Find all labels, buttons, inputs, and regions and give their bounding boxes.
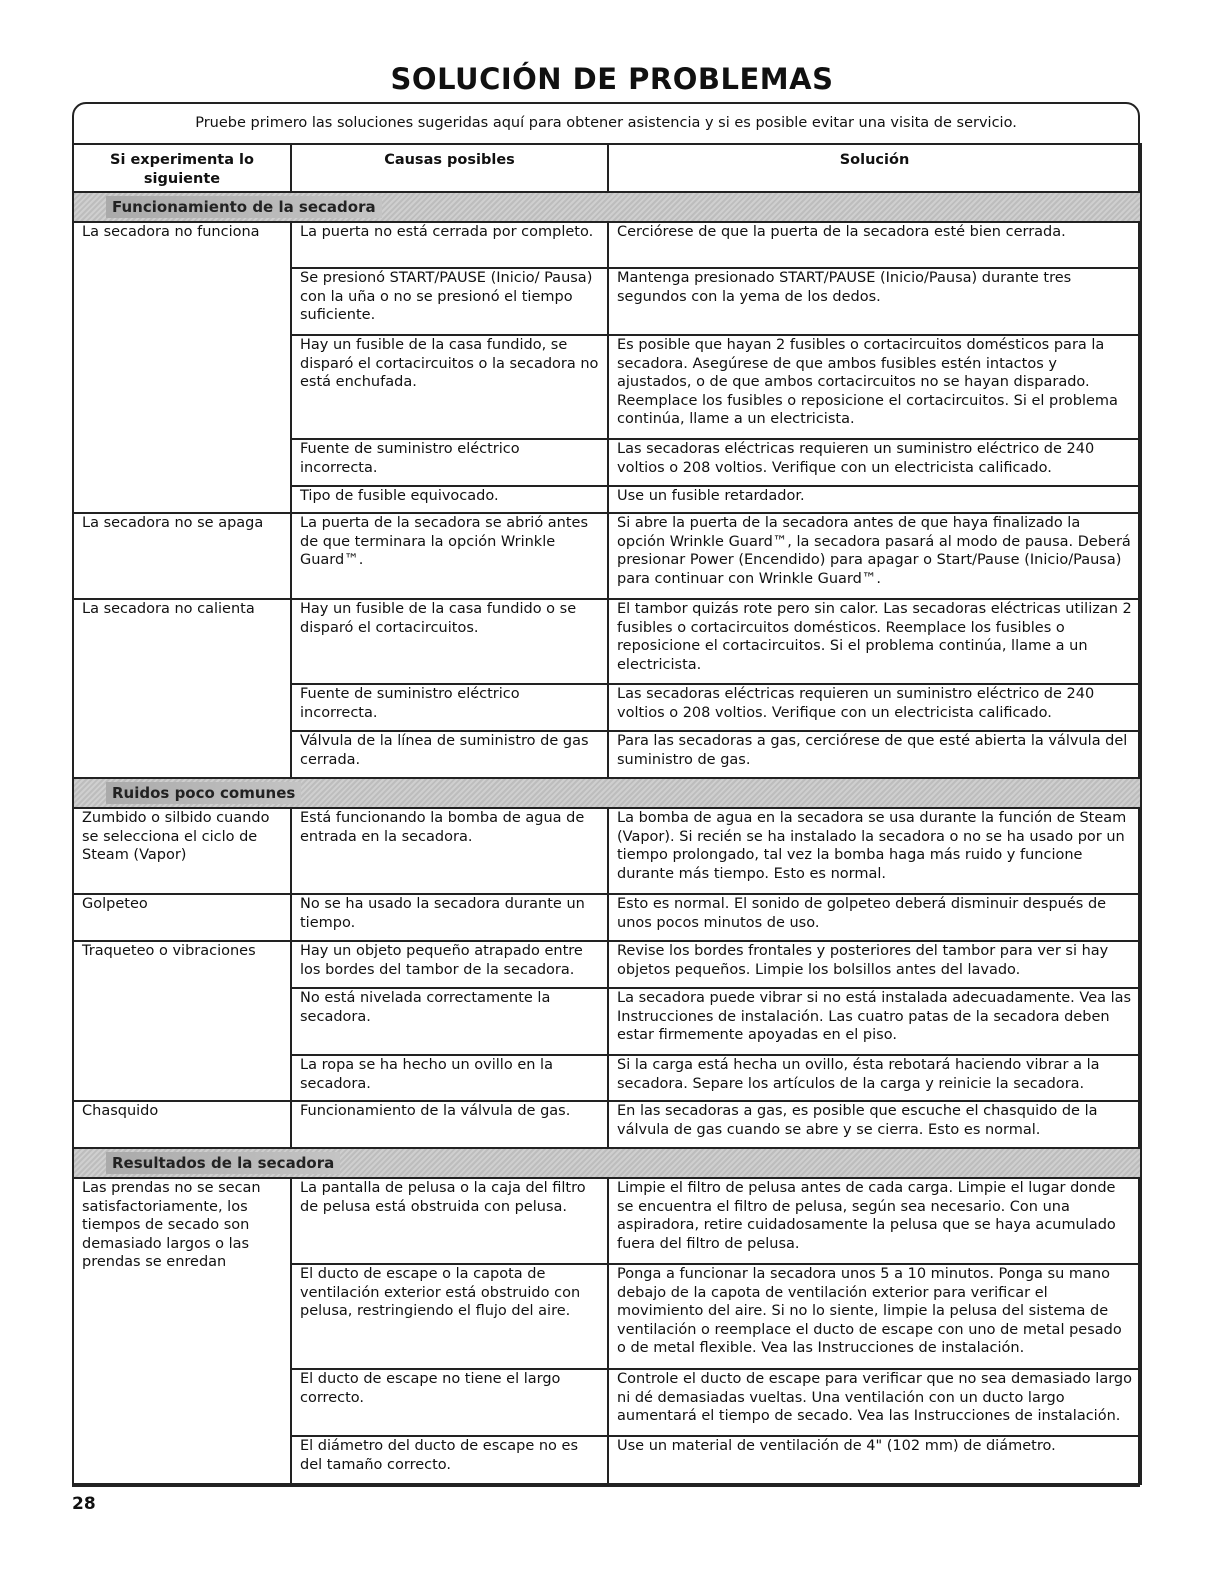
solution-cell: Use un material de ventilación de 4" (102 mm) de diámetro. [608, 1436, 1141, 1484]
table-row [73, 513, 1141, 599]
solution-cell: Limpie el filtro de pelusa antes de cada carga. Limpie el lugar donde se encuentra el filtro de pelusa, según sea necesario. Con una aspiradora, retire cuidadosamente la pelusa que se haya acumulado fuera del filtro de pelusa. [608, 1178, 1141, 1264]
problem-cell: La secadora no se apaga [73, 513, 291, 599]
problem-cell: Chasquido [73, 1101, 291, 1148]
problem-cell: Golpeteo [73, 894, 291, 941]
cause-cell: El ducto de escape no tiene el largo correcto. [291, 1369, 608, 1436]
solution-cell: Mantenga presionado START/PAUSE (Inicio/Pausa) durante tres segundos con la yema de los dedos. [608, 268, 1141, 335]
cause-cell: El ducto de escape o la capota de ventilación exterior está obstruido con pelusa, restringiendo el flujo del aire. [291, 1264, 608, 1369]
header-problem: Si experimenta lo siguiente [73, 144, 291, 192]
section-row [73, 778, 1141, 808]
cause-cell: Hay un objeto pequeño atrapado entre los bordes del tambor de la secadora. [291, 941, 608, 988]
cause-cell: Hay un fusible de la casa fundido o se disparó el cortacircuitos. [291, 599, 608, 684]
solution-cell: Revise los bordes frontales y posteriores del tambor para ver si hay objetos pequeños. Limpie los bolsillos antes del lavado. [608, 941, 1141, 988]
problem-cell: La secadora no calienta [73, 599, 291, 778]
section-row [73, 1148, 1141, 1178]
table-row [73, 222, 1141, 268]
cause-cell: Tipo de fusible equivocado. [291, 486, 608, 513]
problem-cell: La secadora no funciona [73, 222, 291, 513]
table-row [73, 808, 1141, 894]
solution-cell: Si la carga está hecha un ovillo, ésta rebotará haciendo vibrar a la secadora. Separe los artículos de la carga y reinicie la secadora. [608, 1055, 1141, 1101]
section-title: Resultados de la secadora [106, 1152, 340, 1174]
solution-cell: Ponga a funcionar la secadora unos 5 a 10 minutos. Ponga su mano debajo de la capota de ventilación exterior para verificar el movimiento del aire. Si no lo siente, limpie la pelusa del sistema de ventilación o reemplace el ducto de escape con uno de metal pesado o de metal flexible. Vea las Instrucciones de instalación. [608, 1264, 1141, 1369]
table-row [73, 1178, 1141, 1264]
table-row [73, 599, 1141, 684]
cause-cell: Fuente de suministro eléctrico incorrecta. [291, 684, 608, 731]
solution-cell: Cerciórese de que la puerta de la secadora esté bien cerrada. [608, 222, 1141, 268]
cause-cell: La ropa se ha hecho un ovillo en la secadora. [291, 1055, 608, 1101]
table-header-row [73, 144, 1141, 192]
cause-cell: No está nivelada correctamente la secadora. [291, 988, 608, 1055]
problem-cell: Traqueteo o vibraciones [73, 941, 291, 1101]
page-number: 28 [72, 1494, 96, 1514]
header-cause: Causas posibles [291, 144, 608, 192]
solution-cell: Las secadoras eléctricas requieren un suministro eléctrico de 240 voltios o 208 voltios. Verifique con un electricista calificado. [608, 684, 1141, 731]
troubleshooting-table [72, 143, 1142, 1485]
cause-cell: Funcionamiento de la válvula de gas. [291, 1101, 608, 1148]
problem-cell: Las prendas no se secan satisfactoriamente, los tiempos de secado son demasiado largos o las prendas se enredan [73, 1178, 291, 1484]
section-title: Ruidos poco comunes [106, 782, 301, 804]
solution-cell: Controle el ducto de escape para verificar que no sea demasiado largo ni dé demasiadas vueltas. Una ventilación con un ducto largo aumentará el tiempo de secado. Vea las Instrucciones de instalación. [608, 1369, 1141, 1436]
solution-cell: La bomba de agua en la secadora se usa durante la función de Steam (Vapor). Si recién se ha instalado la secadora o no se ha usado por un tiempo prolongado, tal vez la bomba haga más ruido y funcione durante más tiempo. Esto es normal. [608, 808, 1141, 894]
cause-cell: La puerta de la secadora se abrió antes de que terminara la opción Wrinkle Guard™. [291, 513, 608, 599]
problem-cell: Zumbido o silbido cuando se selecciona el ciclo de Steam (Vapor) [73, 808, 291, 894]
cause-cell: Fuente de suministro eléctrico incorrecta. [291, 439, 608, 486]
cause-cell: No se ha usado la secadora durante un tiempo. [291, 894, 608, 941]
cause-cell: Está funcionando la bomba de agua de entrada en la secadora. [291, 808, 608, 894]
section-title: Funcionamiento de la secadora [106, 196, 382, 218]
solution-cell: Si abre la puerta de la secadora antes de que haya finalizado la opción Wrinkle Guard™, la secadora pasará al modo de pausa. Deberá presionar Power (Encendido) para apagar o Start/Pause (Inicio/Pausa) para continuar con Wrinkle Guard™. [608, 513, 1141, 599]
cause-cell: Se presionó START/PAUSE (Inicio/ Pausa) con la uña o no se presionó el tiempo suficiente. [291, 268, 608, 335]
solution-cell: El tambor quizás rote pero sin calor. Las secadoras eléctricas utilizan 2 fusibles o cortacircuitos domésticos. Reemplace los fusibles o reposicione el cortacircuitos. Si el problema continúa, llame a un electricista. [608, 599, 1141, 684]
table-row [73, 1101, 1141, 1148]
table-row [73, 941, 1141, 988]
solution-cell: Para las secadoras a gas, cerciórese de que esté abierta la válvula del suministro de gas. [608, 731, 1141, 778]
cause-cell: La pantalla de pelusa o la caja del filtro de pelusa está obstruida con pelusa. [291, 1178, 608, 1264]
solution-cell: Esto es normal. El sonido de golpeteo deberá disminuir después de unos pocos minutos de uso. [608, 894, 1141, 941]
table-row [73, 894, 1141, 941]
page-title: SOLUCIÓN DE PROBLEMAS [390, 62, 834, 96]
section-row [73, 192, 1141, 222]
cause-cell: La puerta no está cerrada por completo. [291, 222, 608, 268]
cause-cell: El diámetro del ducto de escape no es del tamaño correcto. [291, 1436, 608, 1484]
solution-cell: Las secadoras eléctricas requieren un suministro eléctrico de 240 voltios o 208 voltios. Verifique con un electricista calificado. [608, 439, 1141, 486]
solution-cell: La secadora puede vibrar si no está instalada adecuadamente. Vea las Instrucciones de instalación. Las cuatro patas de la secadora deben estar firmemente apoyadas en el piso. [608, 988, 1141, 1055]
cause-cell: Válvula de la línea de suministro de gas cerrada. [291, 731, 608, 778]
solution-cell: Es posible que hayan 2 fusibles o cortacircuitos domésticos para la secadora. Asegúrese de que ambos fusibles estén intactos y ajustados, o de que ambos cortacircuitos no se hayan disparado. Reemplace los fusibles o reposicione el cortacircuitos. Si el problema continúa, llame a un electricista. [608, 335, 1141, 439]
header-solution: Solución [608, 144, 1141, 192]
intro-text: Pruebe primero las soluciones sugeridas aquí para obtener asistencia y si es posible evitar una visita de servicio. [195, 115, 1017, 131]
solution-cell: Use un fusible retardador. [608, 486, 1141, 513]
cause-cell: Hay un fusible de la casa fundido, se disparó el cortacircuitos o la secadora no está enchufada. [291, 335, 608, 439]
solution-cell: En las secadoras a gas, es posible que escuche el chasquido de la válvula de gas cuando se abre y se cierra. Esto es normal. [608, 1101, 1141, 1148]
